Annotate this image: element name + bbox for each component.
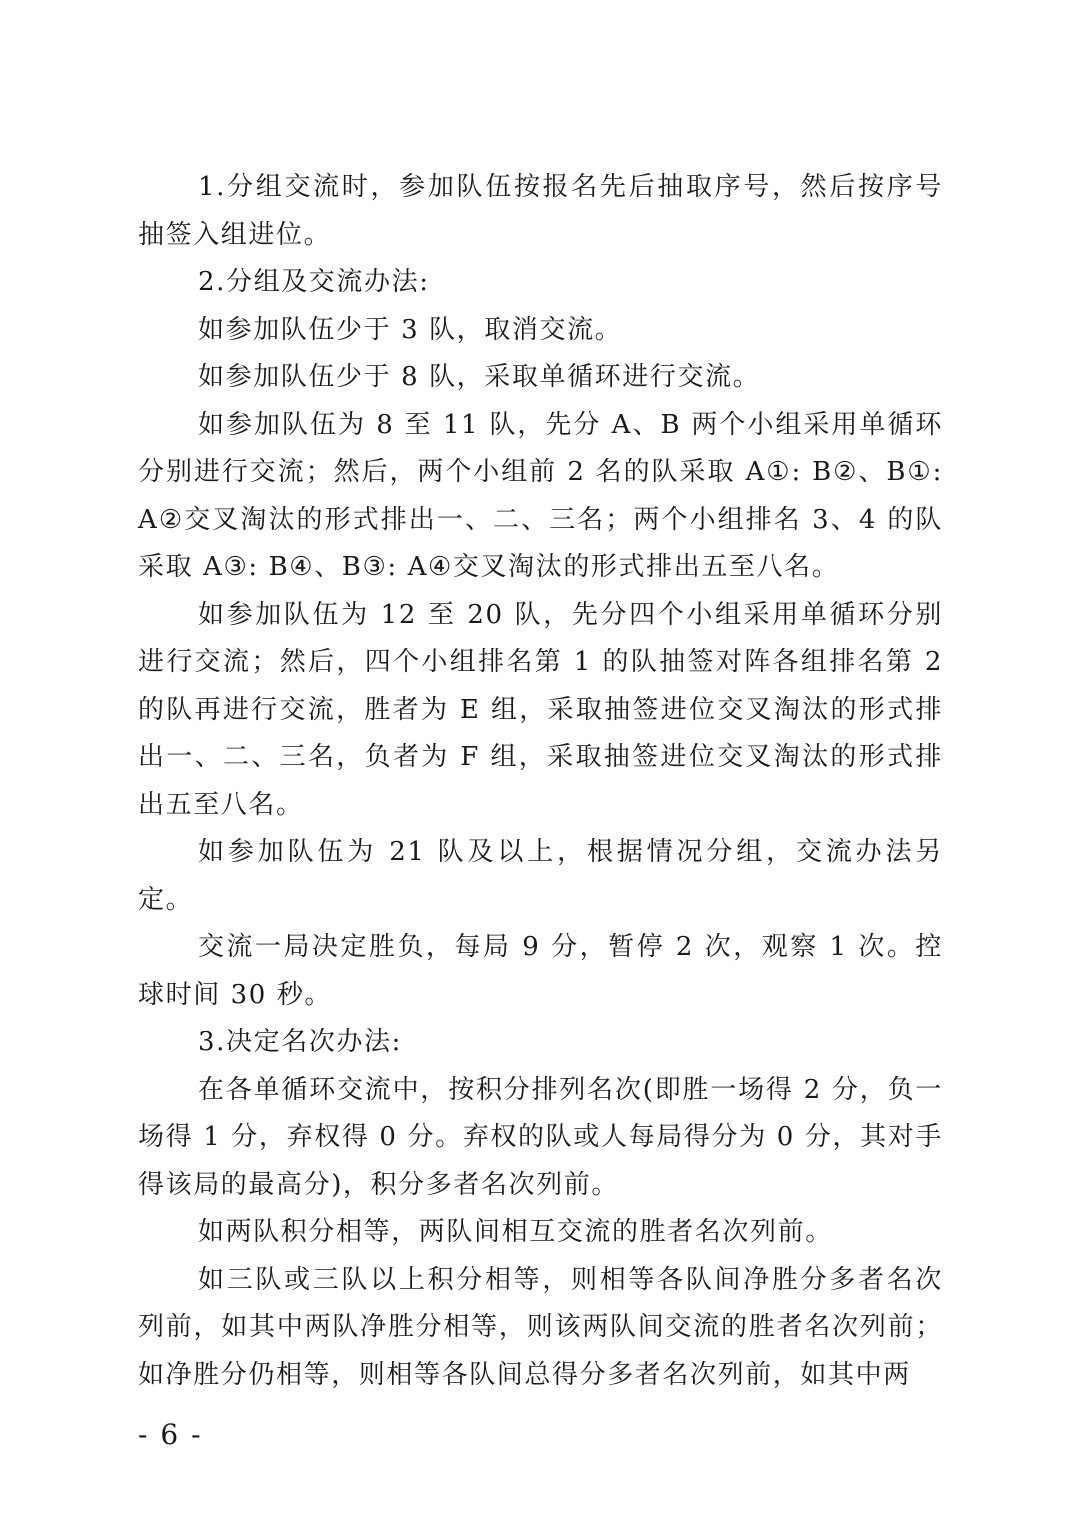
paragraph-two-team-tie: 如两队积分相等，两队间相互交流的胜者名次列前。 bbox=[198, 1217, 833, 1247]
paragraph-21-plus-teams: 如参加队伍为 21 队及以上，根据情况分组，交流办法另定。 bbox=[138, 837, 943, 915]
paragraph-multi-team-tie: 如三队或三队以上积分相等，则相等各队间净胜分多者名次列前，如其中两队净胜分相等，则该两队间交流的胜者名次列前；如净胜分仍相等，则相等各队间总得分多者名次列前，如其中两 bbox=[138, 1264, 943, 1390]
page-number: - 6 - bbox=[138, 1418, 203, 1451]
paragraph-under-8-teams: 如参加队伍少于 8 队，采取单循环进行交流。 bbox=[198, 362, 761, 392]
paragraph-heading-grouping: 2.分组及交流办法: bbox=[198, 267, 430, 297]
body-text bbox=[138, 164, 943, 1399]
paragraph-under-3-teams: 如参加队伍少于 3 队，取消交流。 bbox=[198, 314, 623, 345]
paragraph-draw-procedure: 1.分组交流时，参加队伍按报名先后抽取序号，然后按序号抽签入组进位。 bbox=[138, 172, 943, 250]
paragraph-12-to-20-teams: 如参加队伍为 12 至 20 队，先分四个小组采用单循环分别进行交流；然后，四个小组排名第 1 的队抽签对阵各组排名第 2 的队再进行交流，胜者为 E 组，采取抽签进位交叉淘汰的形式排出一、二、三名，负者为 F 组，采取抽签进位交叉淘汰的形式排出五至八名。 bbox=[138, 599, 943, 820]
paragraph-heading-ranking: 3.决定名次办法: bbox=[198, 1027, 402, 1057]
paragraph-8-to-11-teams: 如参加队伍为 8 至 11 队，先分 A、B 两个小组采用单循环分别进行交流；然后，两个小组前 2 名的队采取 A①: B②、B①: A②交叉淘汰的形式排出一、二、三名；两个小组排名 3、4 的队采取 A③: B④、B③: A④交叉淘汰的形式排出五至八名。 bbox=[138, 409, 943, 582]
paragraph-game-rules: 交流一局决定胜负，每局 9 分，暂停 2 次，观察 1 次。控球时间 30 秒。 bbox=[138, 932, 943, 1010]
paragraph-points-ranking: 在各单循环交流中，按积分排列名次(即胜一场得 2 分，负一场得 1 分，弃权得 0 分。弃权的队或人每局得分为 0 分，其对手得该局的最高分)，积分多者名次列前。 bbox=[138, 1074, 943, 1200]
